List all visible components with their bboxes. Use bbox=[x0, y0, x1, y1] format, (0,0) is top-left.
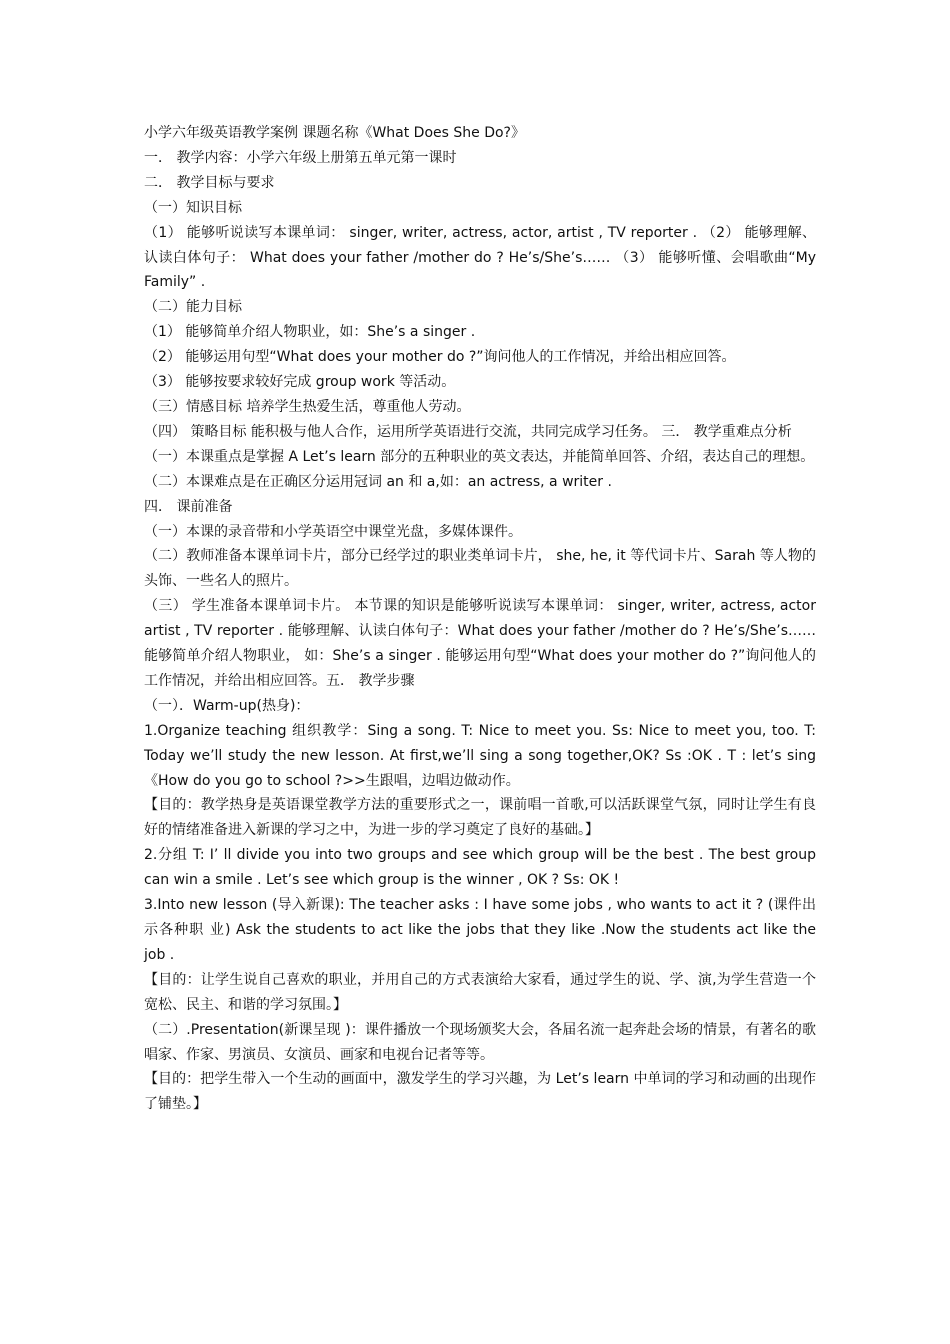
paragraph: （二）教师准备本课单词卡片，部分已经学过的职业类单词卡片， she, he, it 等代词卡片、Sarah 等人物的头饰、一些名人的照片。 bbox=[144, 548, 816, 590]
paragraph: （四） 策略目标 能积极与他人合作，运用所学英语进行交流，共同完成学习任务。 三． 教学重难点分析 bbox=[144, 423, 792, 440]
purpose-note: 【目的：把学生带入一个生动的画面中，激发学生的学习兴趣，为 Let’s learn 中单词的学习和动画的出现作了铺垫。】 bbox=[144, 1071, 816, 1113]
paragraph: （一）本课的录音带和小学英语空中课堂光盘，多媒体课件。 bbox=[144, 523, 522, 540]
section-heading: 四． 课前准备 bbox=[144, 498, 233, 515]
paragraph: 1.Organize teaching 组织教学：Sing a song. T: Nice to meet you. Ss: Nice to meet you, too. T: Today we’ll study the new lesson. At first,we’ll sing a song together,OK? Ss :OK . T : let’s sing《How do you go to school ?>>生跟唱，边唱边做动作。 bbox=[144, 722, 816, 789]
paragraph: （1） 能够简单介绍人物职业，如：She’s a singer . bbox=[144, 324, 476, 341]
paragraph: （一）本课重点是掌握 A Let’s learn 部分的五种职业的英文表达，并能简单回答、介绍，表达自己的理想。 bbox=[144, 448, 815, 465]
paragraph: （3） 能够按要求较好完成 group work 等活动。 bbox=[144, 374, 456, 391]
paragraph: （2） 能够运用句型“What does your mother do ?”询问他人的工作情况，并给出相应回答。 bbox=[144, 349, 736, 366]
subsection-heading: （二）能力目标 bbox=[144, 299, 242, 316]
paragraph: （1） 能够听说读写本课单词： singer, writer, actress, actor, artist , TV reporter . （2） 能够理解、认读白体句子： What does your father /mother do ? He’s/She’s…… （3） 能够听懂、会唱歌曲“My Family” . bbox=[144, 224, 816, 291]
document-body bbox=[144, 121, 816, 1117]
paragraph: 2.分组 T: I’ ll divide you into two groups and see which group will be the best . The best group can win a smile . Let’s see which group is the winner , OK ? Ss: OK ! bbox=[144, 847, 816, 889]
paragraph: （二）.Presentation(新课呈现 )：课件播放一个现场颁奖大会，各届名流一起奔赴会场的情景，有著名的歌唱家、作家、男演员、女演员、画家和电视台记者等等。 bbox=[144, 1021, 816, 1063]
paragraph: （二）本课难点是在正确区分运用冠词 an 和 a,如：an actress, a writer . bbox=[144, 473, 612, 490]
document-title: 小学六年级英语教学案例 课题名称《What Does She Do?》 bbox=[144, 125, 525, 141]
subsection-heading: （一）知识目标 bbox=[144, 199, 242, 216]
purpose-note: 【目的：让学生说自己喜欢的职业，并用自己的方式表演给大家看，通过学生的说、学、演,为学生营造一个宽松、民主、和谐的学习氛围。】 bbox=[144, 971, 816, 1013]
subsection-heading: （一）．Warm-up(热身)： bbox=[144, 697, 310, 714]
purpose-note: 【目的：教学热身是英语课堂教学方法的重要形式之一，课前唱一首歌,可以活跃课堂气氛，同时让学生有良好的情绪准备进入新课的学习之中，为进一步的学习奠定了良好的基础。】 bbox=[144, 797, 816, 839]
paragraph: （三） 学生准备本课单词卡片。 本节课的知识是能够听说读写本课单词： singer, writer, actress, actor artist , TV reporter . 能够理解、认读白体句子：What does your father /mother do ? He’s/She’s……能够简单介绍人物职业， 如：She’s a singer . 能够运用句型“What does your mother do ?”询问他人的工作情况，并给出相应回答。五． 教学步骤 bbox=[144, 598, 816, 689]
section-heading: 一． 教学内容：小学六年级上册第五单元第一课时 bbox=[144, 149, 457, 166]
section-heading: 二． 教学目标与要求 bbox=[144, 174, 275, 191]
paragraph: 3.Into new lesson (导入新课): The teacher asks : I have some jobs , who wants to act it ? (课件出示各种职 业) Ask the students to act like the jobs that they like .Now the students act like the job . bbox=[144, 897, 816, 963]
paragraph: （三）情感目标 培养学生热爱生活，尊重他人劳动。 bbox=[144, 398, 471, 415]
